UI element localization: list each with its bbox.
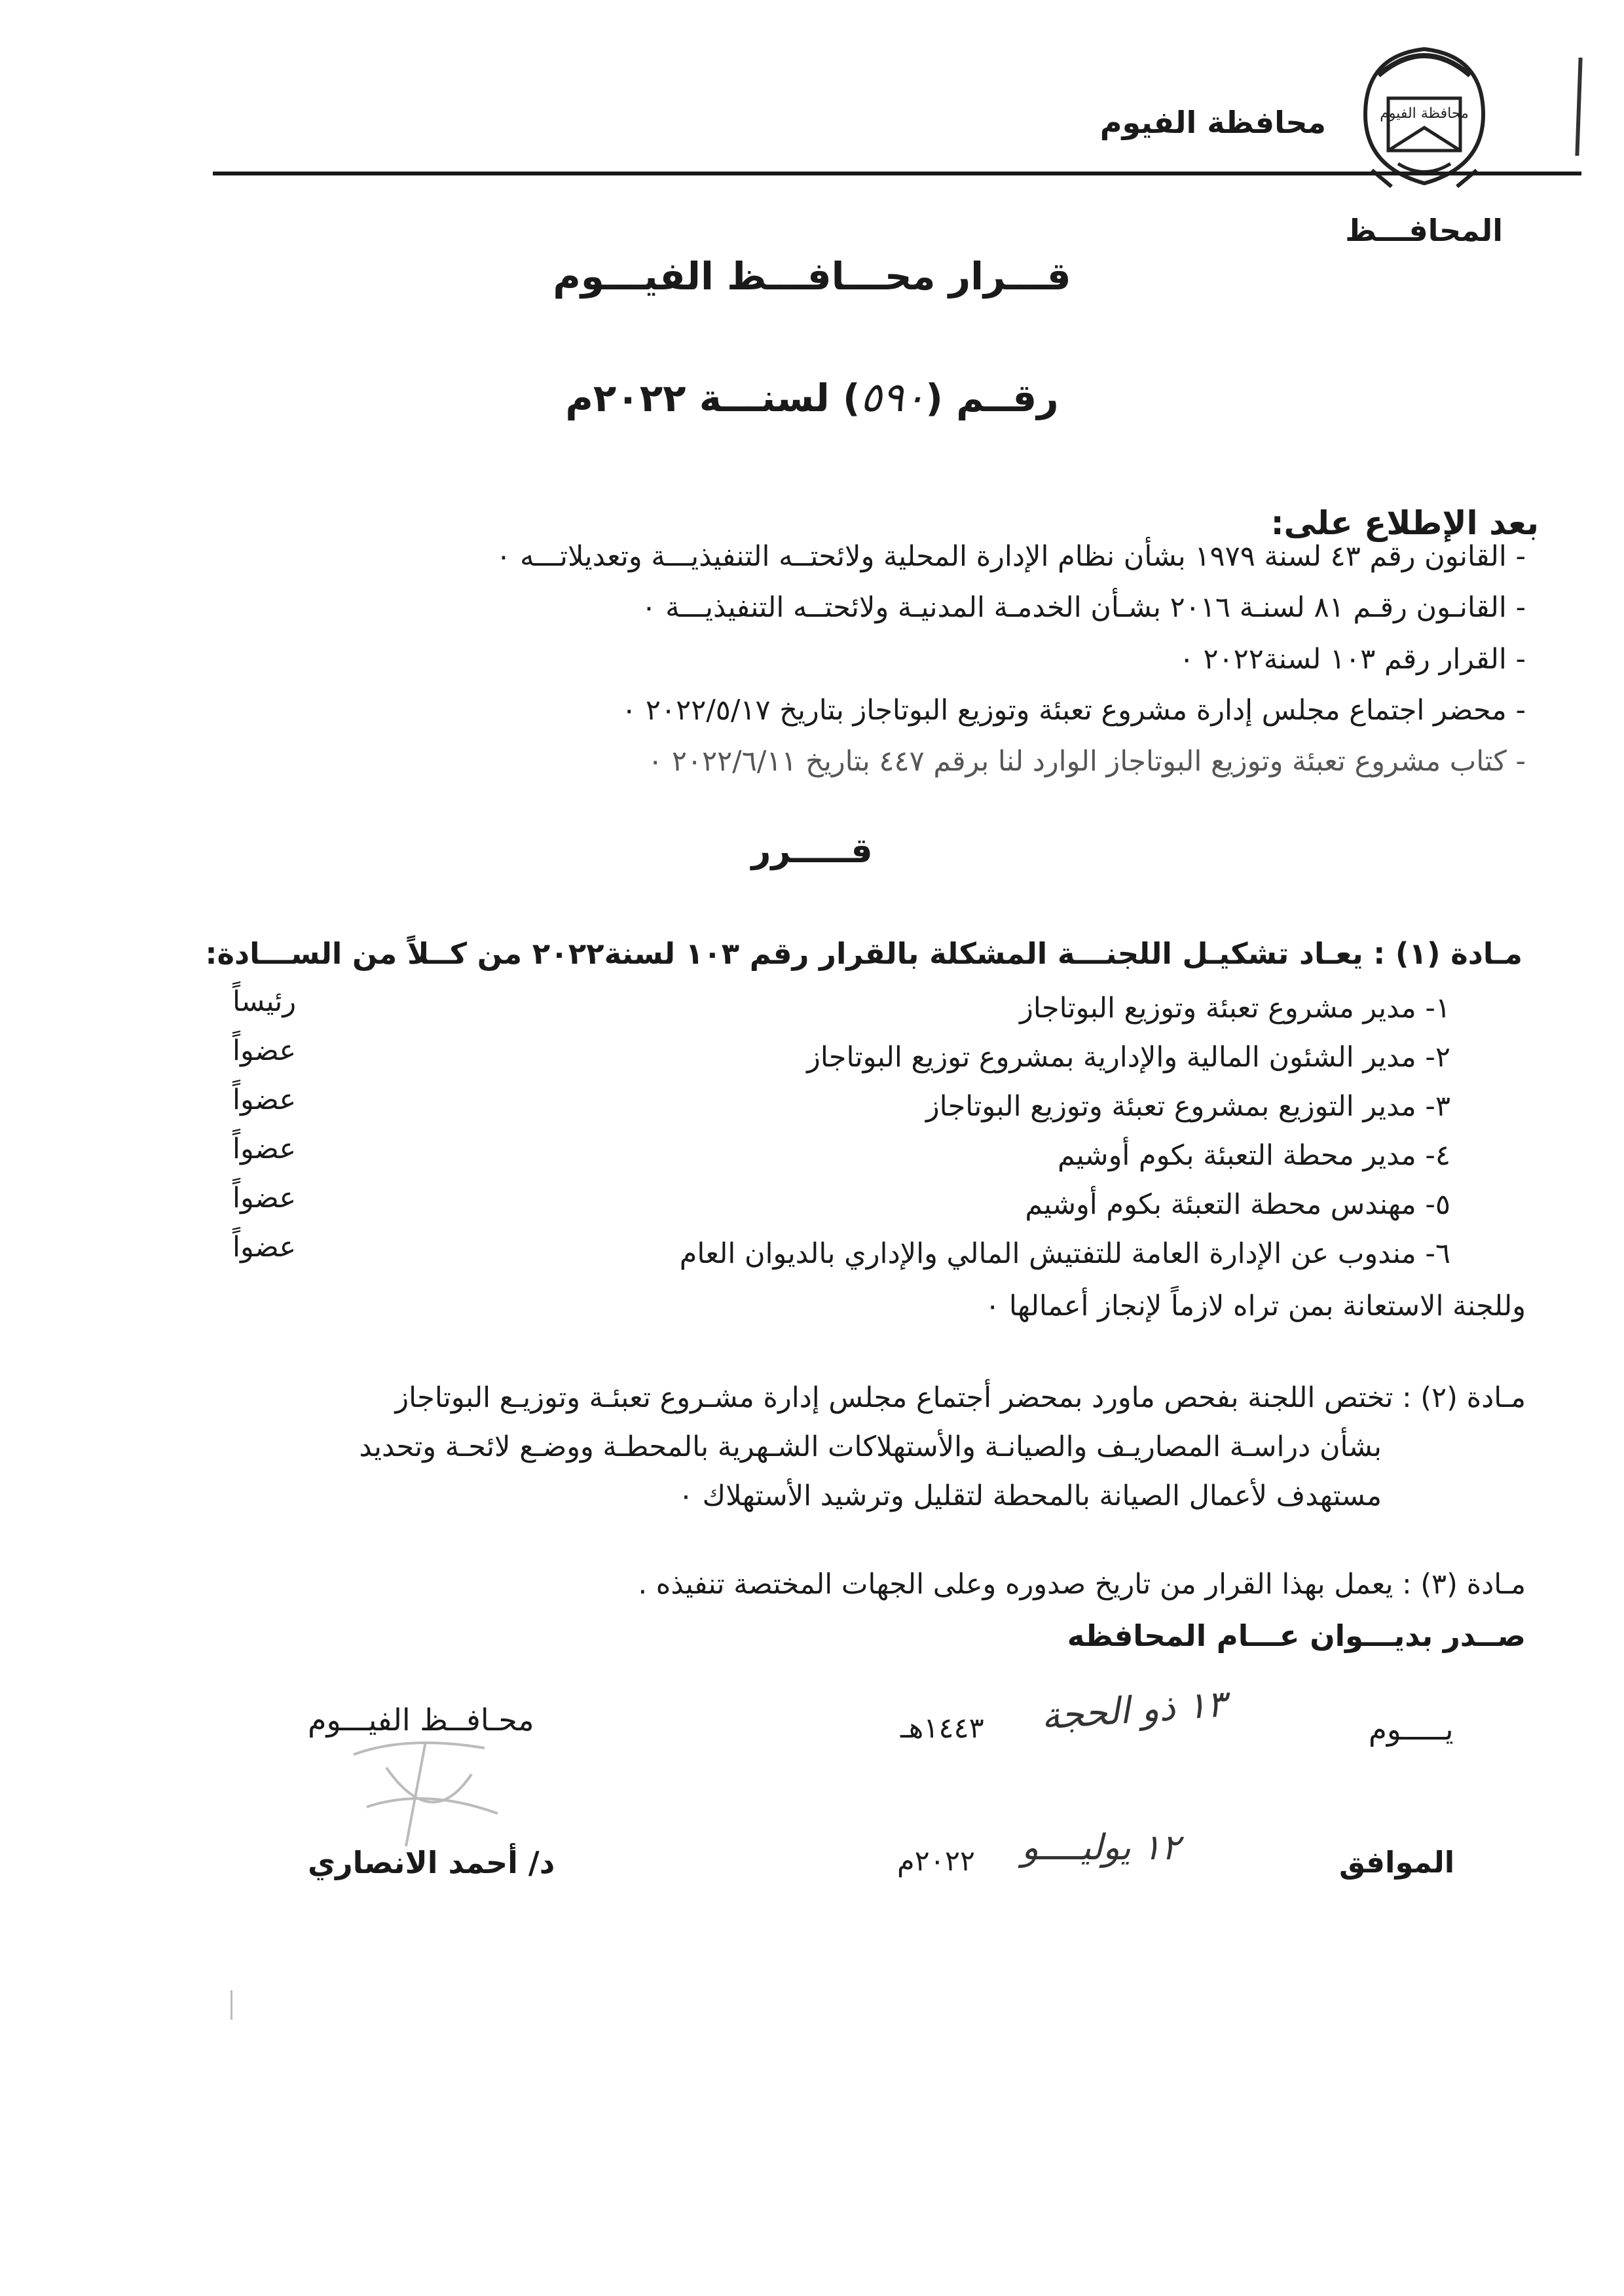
- decree-number-suffix: ) لسنـــة ٢٠٢٢م: [565, 376, 860, 420]
- committee-role: عضواً: [232, 1084, 297, 1116]
- committee-member: ٥- مهندس محطة التعبئة بكوم أوشيم: [1025, 1188, 1450, 1221]
- hijri-date-handwritten: ١٣ ذو الحجة: [1040, 1683, 1228, 1738]
- reference-item: - محضر اجتماع مجلس إدارة مشروع تعبئة وتوزيع البوتاجاز بتاريخ ٢٠٢٢/٥/١٧ ٠: [621, 694, 1526, 727]
- reference-item: - القانون رقم ٤٣ لسنة ١٩٧٩ بشأن نظام الإدارة المحلية ولائحتــه التنفيذيـــة وتعديلاتـــه ٠: [496, 540, 1526, 573]
- article-1-heading: مـادة (١) : يعـاد تشكيـل اللجنـــة المشكلة بالقرار رقم ١٠٣ لسنة٢٠٢٢ من كــلاً من الســـادة:: [205, 936, 1522, 971]
- decree-number-prefix: رقــم (: [925, 376, 1059, 420]
- reference-item: - القانـون رقـم ٨١ لسنـة ٢٠١٦ بشـأن الخدمـة المدنيـة ولائحتــه التنفيذيـــة ٠: [641, 591, 1526, 624]
- governorate-name: محافظة الفيوم: [1099, 105, 1326, 140]
- committee-member: ٤- مدير محطة التعبئة بكوم أوشيم: [1057, 1139, 1450, 1172]
- article-2-line: مستهدف لأعمال الصيانة بالمحطة لتقليل وترشيد الأستهلاك ٠: [678, 1480, 1382, 1512]
- decree-number-handwritten: ٥٩٠: [860, 373, 926, 421]
- gregorian-date-label: الموافق: [1339, 1845, 1455, 1880]
- decree-number: [0, 373, 1624, 421]
- signatory-name: د/ أحمد الانصاري: [308, 1845, 555, 1880]
- reference-item: - القرار رقم ١٠٣ لسنة٢٠٢٢ ٠: [1179, 643, 1526, 676]
- hijri-day-label: يـــــوم: [1369, 1712, 1454, 1747]
- committee-member: ٣- مدير التوزيع بمشروع تعبئة وتوزيع البوتاجاز: [925, 1090, 1450, 1123]
- gregorian-date-handwritten: ١٢ يوليــــو: [1022, 1827, 1181, 1868]
- seal-text: محافظة الفيوم: [1380, 105, 1469, 122]
- committee-role: عضواً: [232, 1034, 297, 1067]
- issued-statement: صــدر بديـــوان عـــام المحافظه: [1067, 1618, 1526, 1653]
- governorate-seal-logo: [1352, 36, 1496, 193]
- header-divider: [213, 172, 1581, 175]
- committee-role: عضواً: [232, 1133, 297, 1165]
- article-2-line: مـادة (٢) : تختص اللجنة بفحص ماورد بمحضر أجتماع مجلس إدارة مشـروع تعبئـة وتوزيـع البوتاجاز: [395, 1381, 1526, 1414]
- committee-role: عضواً: [232, 1231, 297, 1264]
- article-3: مـادة (٣) : يعمل بهذا القرار من تاريخ صدوره وعلى الجهات المختصة تنفيذه .: [638, 1568, 1526, 1601]
- handwritten-signature: [327, 1728, 524, 1859]
- decided-heading: قـــــرر: [751, 831, 873, 871]
- committee-role: عضواً: [232, 1182, 297, 1214]
- references-heading: بعد الإطلاع على:: [1270, 504, 1539, 542]
- signatory-title: محـافــظ الفيـــوم: [308, 1702, 534, 1738]
- reference-item: - كتاب مشروع تعبئة وتوزيع البوتاجاز الوارد لنا برقم ٤٤٧ بتاريخ ٢٠٢٢/٦/١١ ٠: [648, 745, 1526, 778]
- office-label: المحافـــظ: [1345, 213, 1503, 248]
- hijri-year: ١٤٤٣هـ: [900, 1712, 984, 1745]
- scan-mark: [231, 1990, 232, 2020]
- committee-member: ١- مدير مشروع تعبئة وتوزيع البوتاجاز: [1020, 992, 1450, 1025]
- committee-member: ٢- مدير الشئون المالية والإدارية بمشروع توزيع البوتاجاز: [807, 1041, 1450, 1074]
- committee-role: رئيساً: [232, 985, 297, 1018]
- page-edge-mark: [1575, 58, 1582, 156]
- article-1-note: وللجنة الاستعانة بمن تراه لازماً لإنجاز أعمالها ٠: [985, 1290, 1526, 1322]
- decree-title: قـــرار محـــافـــظ الفيـــوم: [553, 254, 1071, 299]
- gregorian-year: ٢٠٢٢م: [897, 1845, 976, 1878]
- committee-member: ٦- مندوب عن الإدارة العامة للتفتيش المالي والإداري بالديوان العام: [679, 1237, 1450, 1270]
- article-2-line: بشأن دراسـة المصاريـف والصيانـة والأستهلاكات الشـهرية بالمحطـة ووضـع لائحـة وتحديد: [359, 1430, 1382, 1463]
